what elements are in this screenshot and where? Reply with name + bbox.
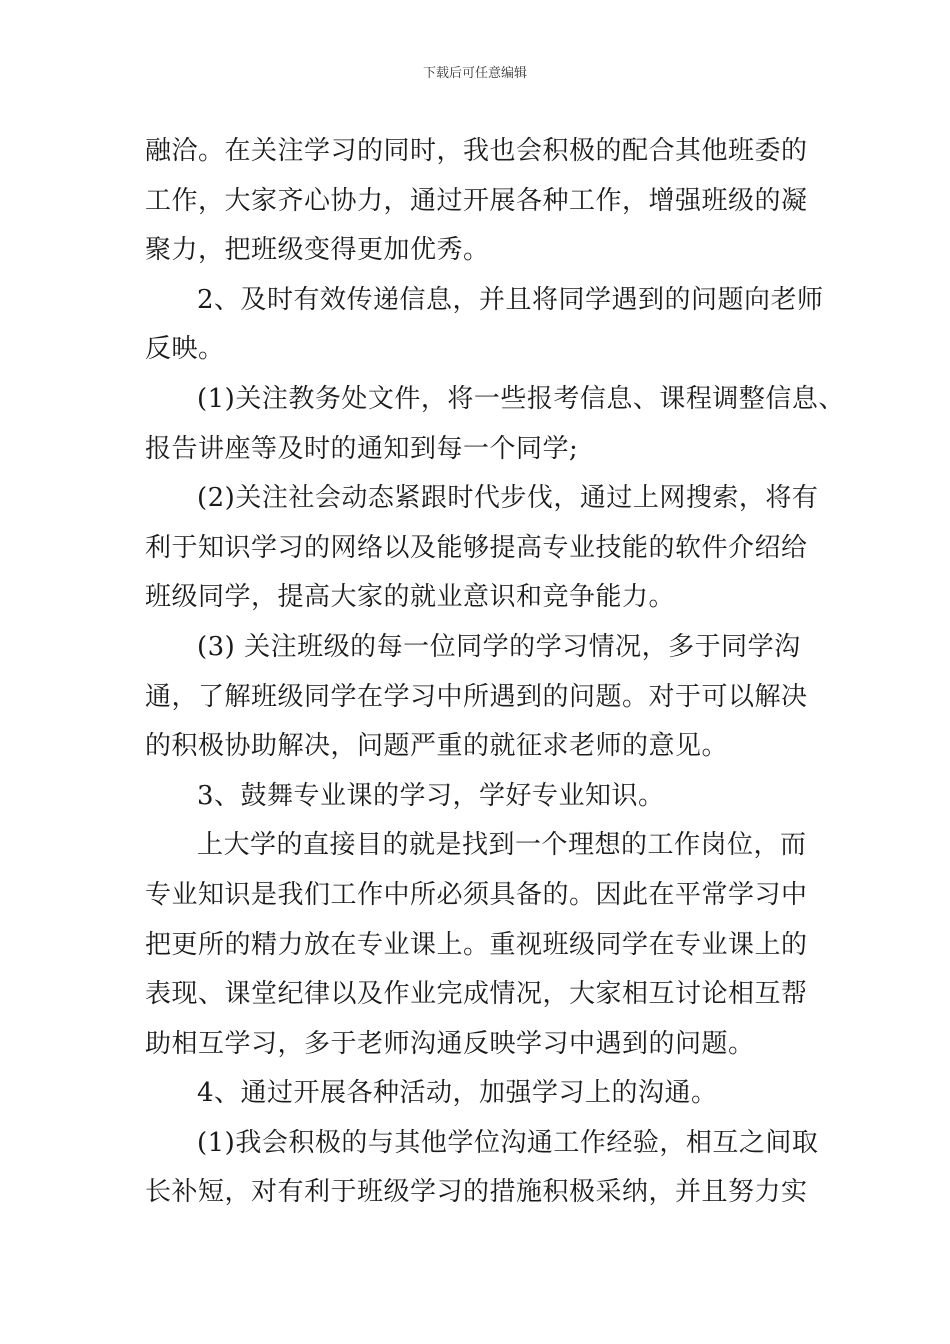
text-line: 融洽。在关注学习的同时，我也会积极的配合其他班委的 bbox=[145, 136, 808, 166]
document-body bbox=[145, 127, 845, 1218]
text-line: 表现、课堂纪律以及作业完成情况，大家相互讨论相互帮 bbox=[145, 979, 808, 1010]
page-header: 下载后可任意编辑 bbox=[422, 66, 527, 81]
text-line: 上大学的直接目的就是找到一个理想的工作岗位，而 bbox=[197, 830, 807, 861]
text-line: 把更所的精力放在专业课上。重视班级同学在专业课上的 bbox=[145, 929, 808, 960]
text-line: 班级同学，提高大家的就业意识和竞争能力。 bbox=[145, 582, 676, 613]
text-line: 聚力，把班级变得更加优秀。 bbox=[145, 235, 490, 266]
text-line: (1)我会积极的与其他学位沟通工作经验，相互之间取 bbox=[197, 1127, 819, 1158]
text-line: 利于知识学习的网络以及能够提高专业技能的软件介绍给 bbox=[145, 532, 808, 563]
text-line: 2、及时有效传递信息，并且将同学遇到的问题向老师 bbox=[197, 284, 824, 315]
text-line: 专业知识是我们工作中所必须具备的。因此在平常学习中 bbox=[145, 879, 808, 910]
text-line: 的积极协助解决，问题严重的就征求老师的意见。 bbox=[145, 731, 729, 762]
text-line: 长补短，对有利于班级学习的措施积极采纳，并且努力实 bbox=[145, 1177, 808, 1208]
text-line: 4、通过开展各种活动，加强学习上的沟通。 bbox=[197, 1078, 718, 1109]
text-line: 通，了解班级同学在学习中所遇到的问题。对于可以解决 bbox=[145, 681, 808, 712]
text-line: (3) 关注班级的每一位同学的学习情况，多于同学沟 bbox=[197, 631, 801, 662]
text-line: 工作，大家齐心协力，通过开展各种工作，增强班级的凝 bbox=[145, 185, 808, 216]
text-line: (2)关注社会动态紧跟时代步伐，通过上网搜索，将有 bbox=[197, 483, 819, 514]
text-line: (1)关注教务处文件，将一些报考信息、课程调整信息、 bbox=[197, 383, 845, 414]
text-line: 反映。 bbox=[145, 334, 225, 365]
text-line: 3、鼓舞专业课的学习，学好专业知识。 bbox=[197, 780, 665, 811]
text-line: 助相互学习，多于老师沟通反映学习中遇到的问题。 bbox=[145, 1028, 755, 1059]
text-line: 报告讲座等及时的通知到每一个同学; bbox=[145, 433, 579, 464]
